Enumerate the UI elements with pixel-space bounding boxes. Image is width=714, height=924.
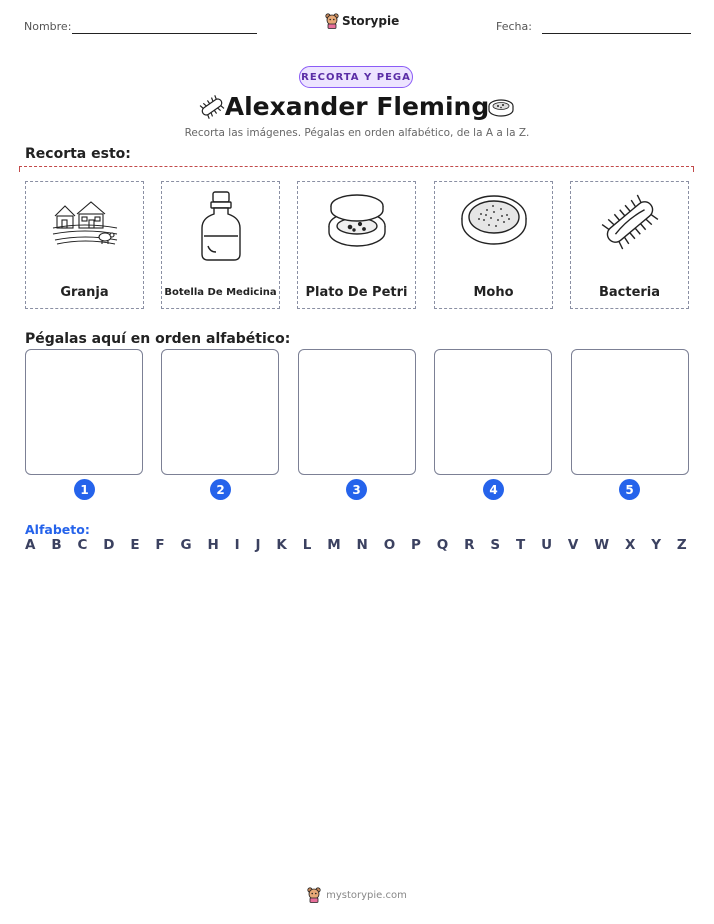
petri-dish-icon <box>487 95 515 121</box>
alphabet-letter: C <box>77 537 88 553</box>
cutout-card[interactable] <box>434 181 553 309</box>
alphabet-letter: E <box>130 537 140 553</box>
card-label: Granja <box>60 285 109 300</box>
paste-section-title: Pégalas aquí en orden alfabético: <box>25 331 291 347</box>
activity-badge: RECORTA Y PEGA <box>299 66 413 88</box>
date-label: Fecha: <box>496 20 532 33</box>
alphabet-letter: K <box>276 537 287 553</box>
alphabet-letter: O <box>383 537 396 553</box>
paste-box[interactable] <box>25 349 143 475</box>
alphabet-letter: Y <box>651 537 662 553</box>
instructions: Recorta las imágenes. Pégalas en orden alfabético, de la A a la Z. <box>184 127 530 139</box>
position-number: 3 <box>346 479 367 500</box>
page-title: Alexander Fleming <box>224 92 490 121</box>
alphabet-letter: J <box>255 537 261 553</box>
alphabet-letter: S <box>490 537 501 553</box>
position-number: 1 <box>74 479 95 500</box>
paste-box[interactable] <box>571 349 689 475</box>
alphabet-letter: L <box>302 537 312 553</box>
medicine-bottle-icon <box>196 190 246 262</box>
position-number: 4 <box>483 479 504 500</box>
petri-dish-icon <box>326 190 388 250</box>
alphabet-row <box>25 537 687 553</box>
footer-url: mystorypie.com <box>326 889 407 901</box>
paste-box[interactable] <box>161 349 279 475</box>
cut-guide-line <box>19 166 694 172</box>
cutout-card[interactable] <box>570 181 689 309</box>
position-number: 2 <box>210 479 231 500</box>
alphabet-letter: V <box>567 537 579 553</box>
cutout-card[interactable] <box>25 181 144 309</box>
brand-name: Storypie <box>342 14 400 28</box>
paste-box[interactable] <box>434 349 552 475</box>
alphabet-title: Alfabeto: <box>25 522 90 537</box>
bear-mascot-icon <box>307 887 321 903</box>
alphabet-letter: Q <box>436 537 449 553</box>
footer <box>0 887 714 903</box>
card-label: Plato De Petri <box>305 285 408 300</box>
card-label: Botella De Medicina <box>164 287 277 298</box>
alphabet-letter: A <box>25 537 36 553</box>
date-field-line[interactable] <box>542 33 691 34</box>
alphabet-letter: I <box>234 537 240 553</box>
paste-box[interactable] <box>298 349 416 475</box>
cut-section-title: Recorta esto: <box>25 146 131 162</box>
bear-mascot-icon <box>325 13 339 29</box>
alphabet-letter: P <box>411 537 421 553</box>
mold-dish-icon <box>459 190 529 248</box>
cutout-card[interactable] <box>161 181 280 309</box>
alphabet-letter: B <box>51 537 62 553</box>
alphabet-letter: U <box>541 537 553 553</box>
brand-logo <box>325 13 399 29</box>
name-field-line[interactable] <box>72 33 257 34</box>
bacteria-icon <box>597 190 663 254</box>
card-label: Bacteria <box>598 285 661 300</box>
alphabet-letter: N <box>356 537 368 553</box>
alphabet-letter: F <box>155 537 165 553</box>
name-label: Nombre: <box>24 20 72 33</box>
position-number: 5 <box>619 479 640 500</box>
alphabet-letter: H <box>207 537 219 553</box>
alphabet-letter: W <box>594 537 610 553</box>
farm-icon <box>51 190 119 246</box>
alphabet-letter: X <box>624 537 636 553</box>
alphabet-letter: D <box>103 537 115 553</box>
alphabet-letter: M <box>327 537 341 553</box>
alphabet-letter: Z <box>676 537 687 553</box>
alphabet-letter: R <box>464 537 475 553</box>
alphabet-letter: G <box>180 537 192 553</box>
alphabet-letter: T <box>516 537 526 553</box>
cutout-card[interactable] <box>297 181 416 309</box>
card-label: Moho <box>473 285 514 300</box>
